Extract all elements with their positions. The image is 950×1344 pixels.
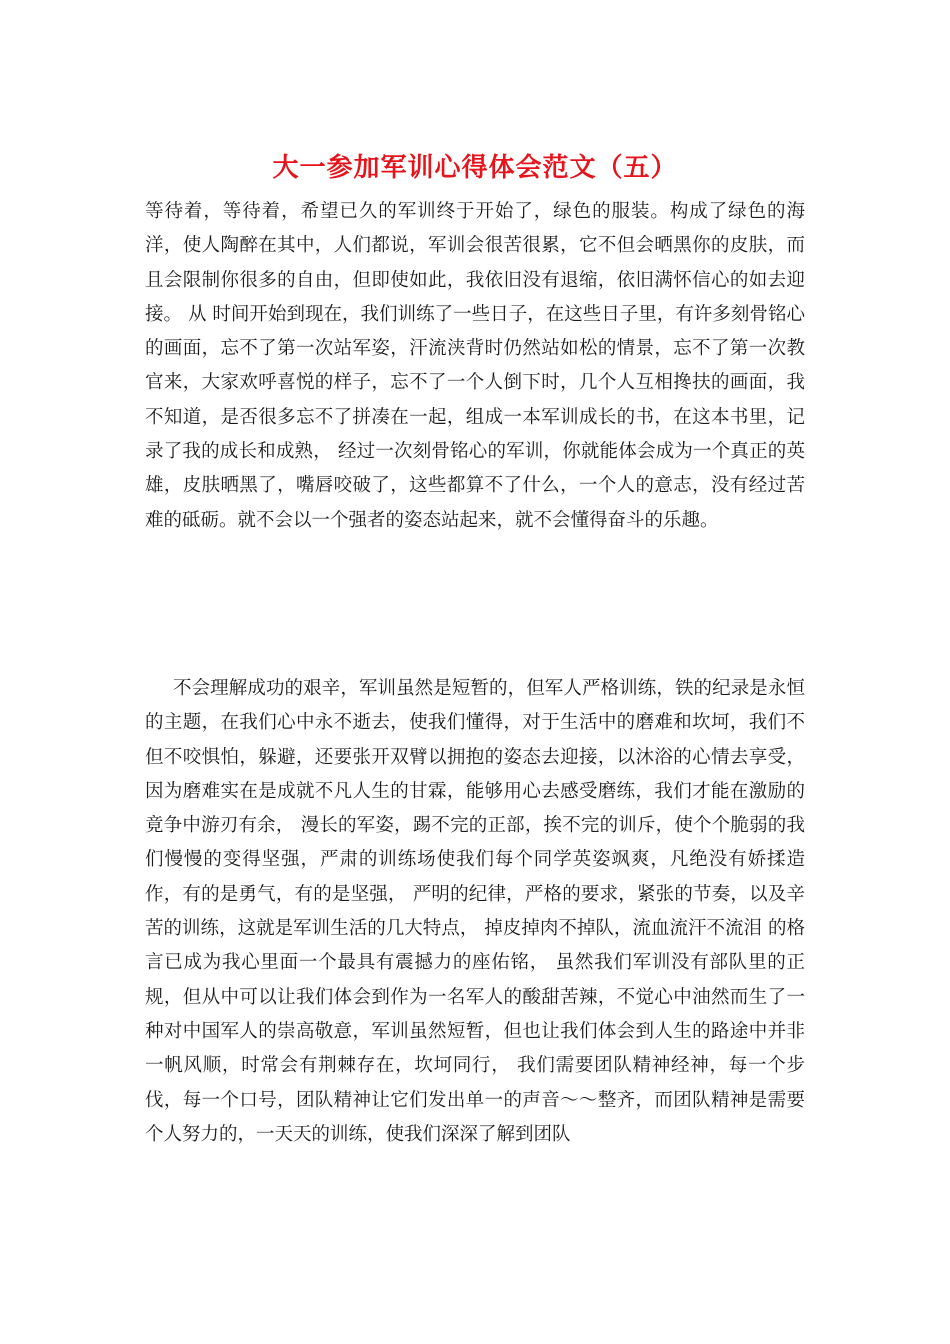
body-paragraph-1: 等待着，等待着，希望已久的军训终于开始了，绿色的服装。构成了绿色的海洋，使人陶醉在其中，人们都说，军训会很苦很累，它不但会晒黑你的皮肤，而且会限制你很多的自由，但即使如此，我依旧没有退缩，依旧满怀信心的如去迎接。 从 时间开始到现在，我们训练了一些日子，在这些日子里，有许多刻骨铭心的画面，忘不了第一次站军姿，汗流浃背时仍然站如松的情景，忘不了第一次教官来，大家欢呼喜悦的样子，忘不了一个人倒下时，几个人互相搀扶的画面，我不知道，是否很多忘不了拼凑在一起，组成一本军训成长的书，在这本书里，记录了我的成长和成熟， 经过一次刻骨铭心的军训，你就能体会成为一个真正的英雄，皮肤晒黑了，嘴唇咬破了，这些都算不了什么，一个人的意志，没有经过苦难的砥砺。就不会以一个强者的姿态站起来，就不会懂得奋斗的乐趣。 [145,201,805,531]
document-title: 大一参加军训心得体会范文（五） [272,153,678,183]
body-paragraph-2: 不会理解成功的艰辛，军训虽然是短暂的，但军人严格训练，铁的纪录是永恒的主题，在我们心中永不逝去，使我们懂得，对于生活中的磨难和坎坷，我们不但不咬惧怕，躲避，还要张开双臂以拥抱的姿态去迎接，以沐浴的心情去享受，因为磨难实在是成就不凡人生的甘霖，能够用心去感受磨练，我们才能在激励的竟争中游刃有余， 漫长的军姿，踢不完的正部，挨不完的训斥，使个个脆弱的我们慢慢的变得坚强，严肃的训练场使我们每个同学英姿飒爽，凡绝没有娇揉造作，有的是勇气，有的是坚强， 严明的纪律，严格的要求，紧张的节奏，以及辛苦的训练，这就是军训生活的几大特点， 掉皮掉肉不掉队，流血流汗不流泪 的格言已成为我心里面一个最具有震撼力的座佑铭， 虽然我们军训没有部队里的正规，但从中可以让我们体会到作为一名军人的酸甜苦辣，不觉心中油然而生了一种对中国军人的崇高敬意，军训虽然短暂，但也让我们体会到人生的路途中并非一帆风顺，时常会有荆棘存在，坎坷同行， 我们需要团队精神经神，每一个步伐，每一个口号，团队精神让它们发出单一的声音～～整齐，而团队精神是需要个人努力的，一天天的训练，使我们深深了解到团队 [145,678,805,1145]
